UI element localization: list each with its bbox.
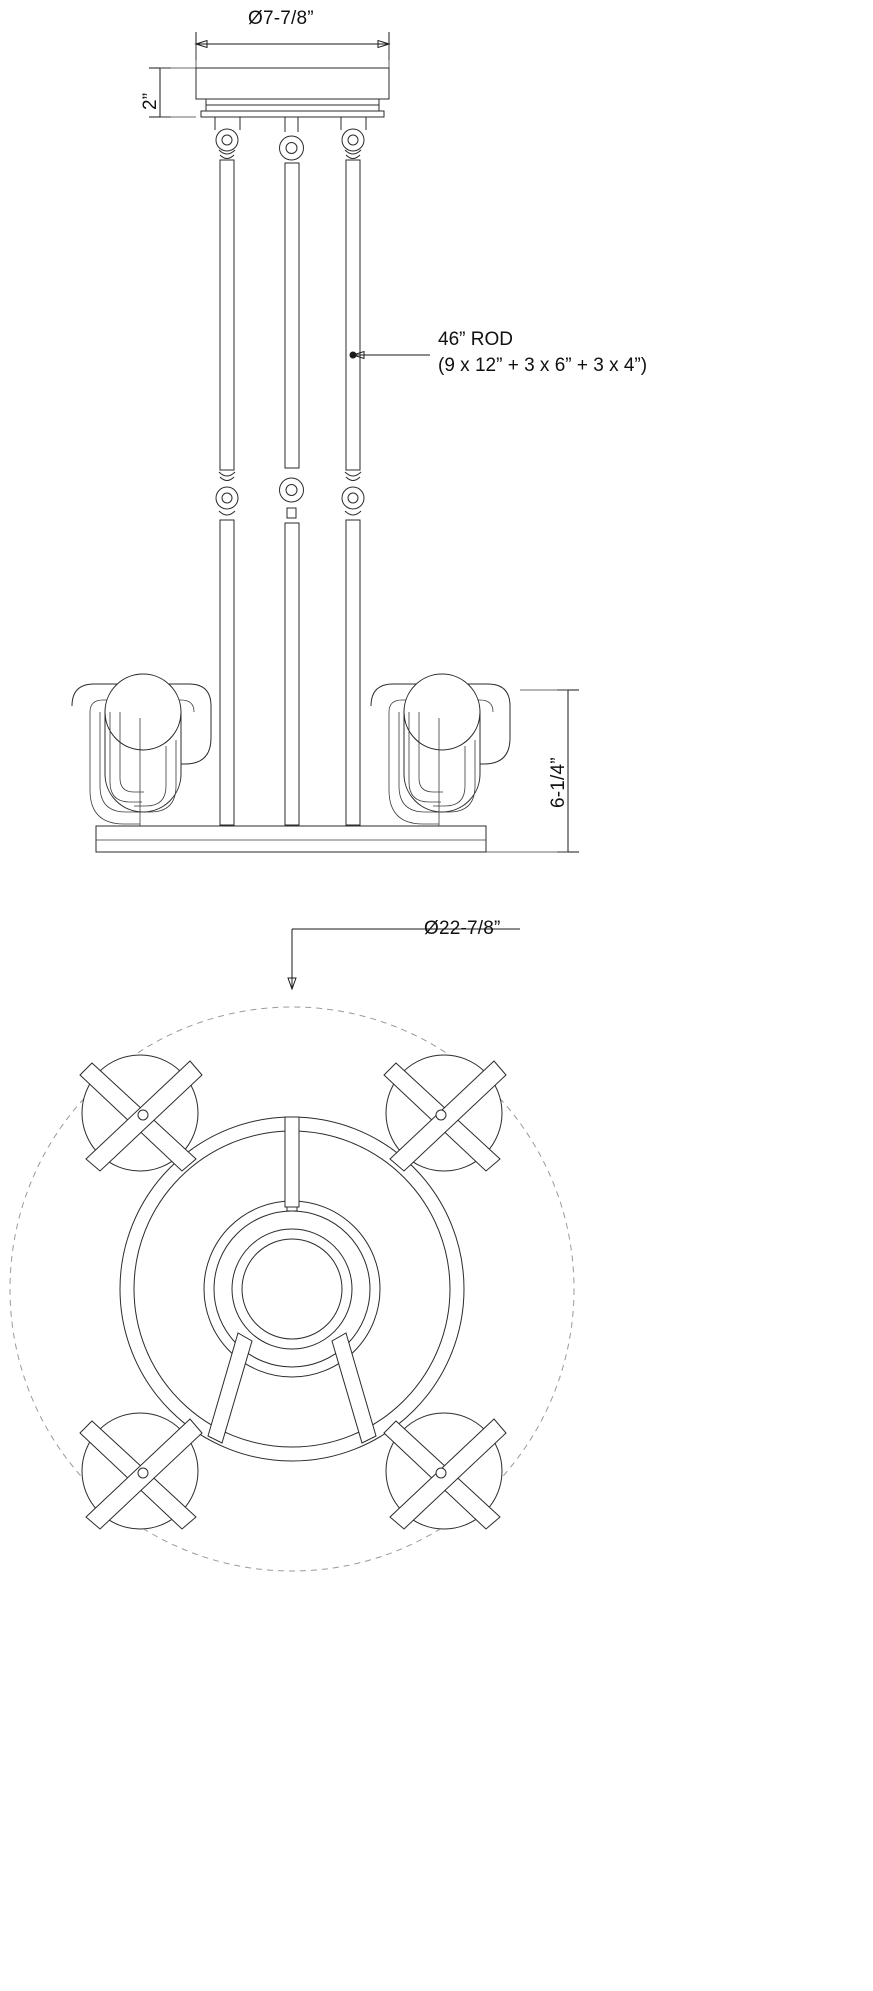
rod-callout-leader xyxy=(350,352,431,359)
canopy-height-label: 2” xyxy=(140,92,161,110)
lamp-assembly-bottom-left xyxy=(80,1413,202,1529)
canopy-diameter-label: Ø7-7/8” xyxy=(248,8,314,29)
canopy-diameter-dimension xyxy=(196,32,389,68)
overall-diameter-label: Ø22-7/8” xyxy=(424,918,501,939)
lamp-assembly-bottom-right xyxy=(384,1413,506,1529)
rod-callout xyxy=(438,327,647,379)
fixture-height-label: 6-1/4” xyxy=(548,757,569,808)
rod-hangers xyxy=(215,117,366,160)
canopy xyxy=(196,68,389,117)
left-lamp-group xyxy=(72,674,211,826)
lamp-assembly-top-right xyxy=(384,1055,506,1171)
right-lamp-group xyxy=(371,674,510,826)
lamp-assembly-top-left xyxy=(80,1055,202,1171)
plan-view xyxy=(0,881,873,1991)
rod-connectors xyxy=(216,472,364,518)
bottom-rail xyxy=(96,826,486,852)
rod-callout-line2: (9 x 12” + 3 x 6” + 3 x 4”) xyxy=(438,355,648,376)
elevation-view xyxy=(0,0,873,880)
rod-callout-line1: 46” ROD xyxy=(438,329,513,350)
center-hub xyxy=(204,1199,380,1377)
